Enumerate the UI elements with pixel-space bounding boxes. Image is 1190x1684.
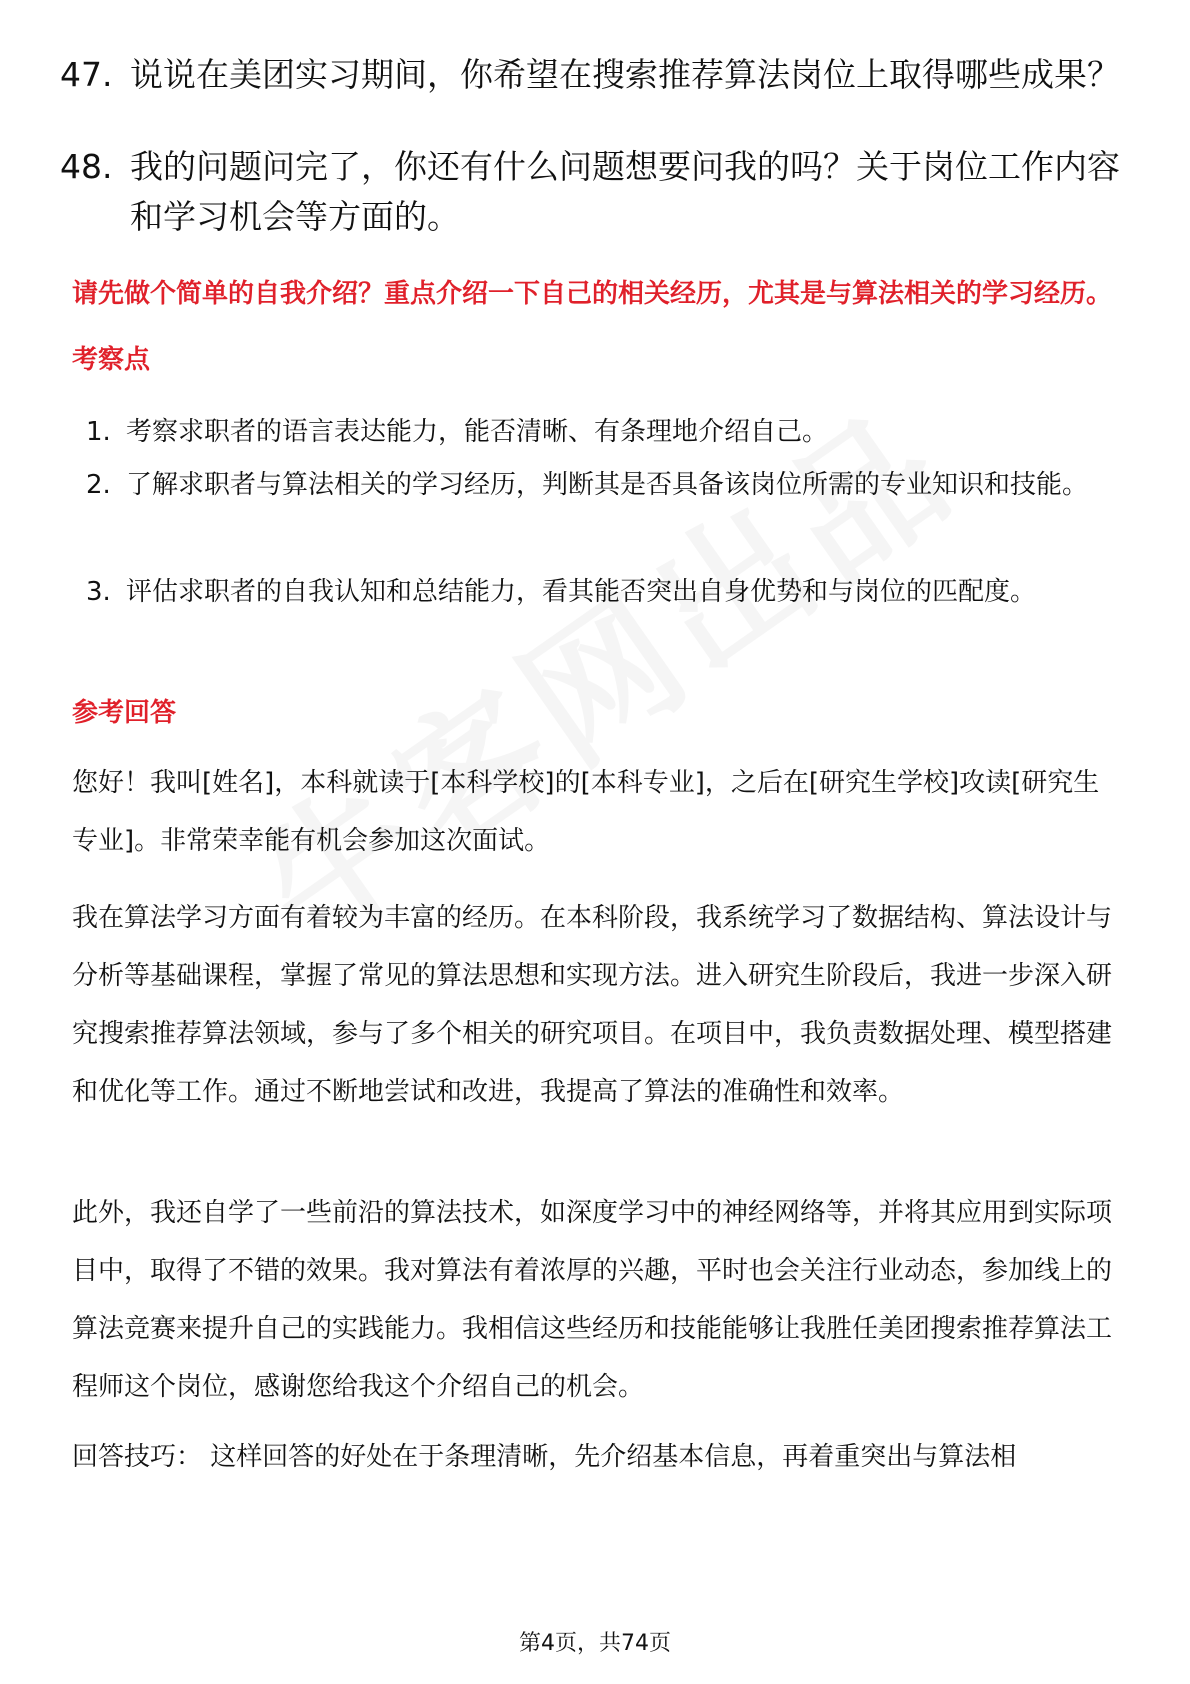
list-text: 了解求职者与算法相关的学习经历，判断其是否具备该岗位所需的专业知识和技能。 (126, 470, 1089, 500)
assessment-item (86, 563, 1126, 621)
list-text: 考察求职者的语言表达能力，能否清晰、有条理地介绍自己。 (126, 417, 829, 447)
question-48 (60, 142, 1120, 242)
question-47 (60, 50, 1120, 100)
list-number: 1. (86, 417, 111, 447)
answer-paragraph: 我在算法学习方面有着较为丰富的经历。在本科阶段，我系统学习了数据结构、算法设计与分析等基础课程，掌握了常见的算法思想和实现方法。进入研究生阶段后，我进一步深入研究搜索推荐算法领域，参与了多个相关的研究项目。在项目中，我负责数据处理、模型搭建和优化等工作。通过不断地尝试和改进，我提高了算法的准确性和效率。 (72, 903, 1113, 1107)
assessment-item (86, 403, 1126, 461)
list-number: 3. (86, 577, 111, 607)
question-text: 我的问题问完了，你还有什么问题想要问我的吗？关于岗位工作内容和学习机会等方面的。 (130, 147, 1120, 236)
assessment-item (86, 456, 1126, 514)
answer-heading: 参考回答 (72, 698, 177, 728)
question-text: 说说在美团实习期间，你希望在搜索推荐算法岗位上取得哪些成果？ (130, 55, 1120, 94)
answer-paragraph: 您好！我叫[姓名]，本科就读于[本科学校]的[本科专业]，之后在[研究生学校]攻读[研究生专业]。非常荣幸能有机会参加这次面试。 (72, 768, 1100, 856)
question-number: 47. (60, 55, 113, 94)
section-title: 请先做个简单的自我介绍？重点介绍一下自己的相关经历，尤其是与算法相关的学习经历。 (72, 279, 1113, 309)
list-number: 2. (86, 470, 111, 500)
answer-paragraph: 回答技巧： 这样回答的好处在于条理清晰，先介绍基本信息，再着重突出与算法相 (72, 1442, 1017, 1472)
page-footer: 第4页，共74页 (519, 1631, 671, 1656)
assessment-heading: 考察点 (72, 345, 151, 375)
question-number: 48. (60, 147, 113, 186)
answer-paragraph: 此外，我还自学了一些前沿的算法技术，如深度学习中的神经网络等，并将其应用到实际项目中，取得了不错的效果。我对算法有着浓厚的兴趣，平时也会关注行业动态，参加线上的算法竞赛来提升自己的实践能力。我相信这些经历和技能能够让我胜任美团搜索推荐算法工程师这个岗位，感谢您给我这个介绍自己的机会。 (72, 1198, 1113, 1402)
list-text: 评估求职者的自我认知和总结能力，看其能否突出自身优势和与岗位的匹配度。 (126, 577, 1037, 607)
